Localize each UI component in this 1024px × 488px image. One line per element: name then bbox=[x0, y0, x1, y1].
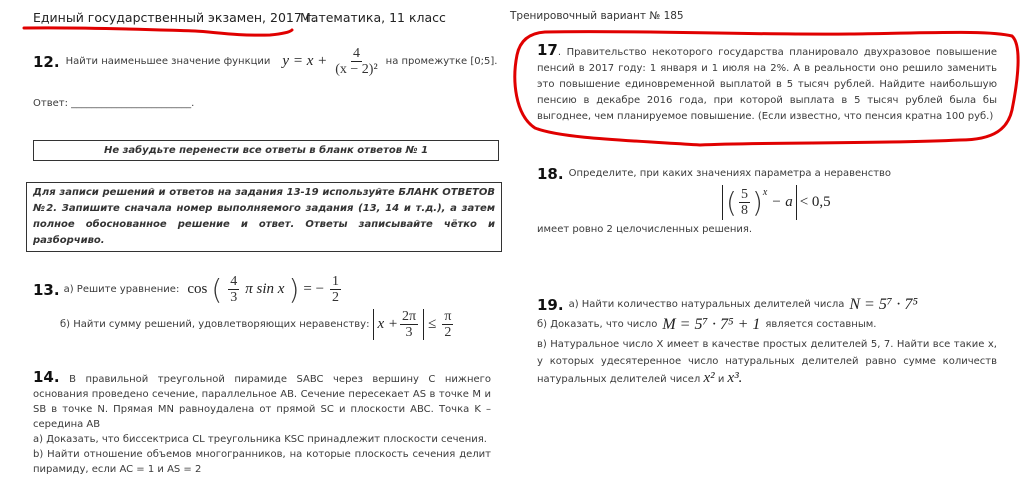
task-number: 14. bbox=[33, 368, 60, 386]
task-text: а) Решите уравнение: bbox=[63, 283, 180, 295]
formula-part: − a bbox=[771, 194, 793, 210]
right-paren: ) bbox=[751, 185, 763, 219]
fraction bbox=[330, 274, 341, 305]
task-18-heading bbox=[537, 165, 997, 183]
variant-label: Тренировочный вариант № 185 bbox=[510, 10, 684, 22]
answer-line: ________________________. bbox=[71, 98, 195, 109]
numerator: π bbox=[444, 309, 452, 324]
formula-lhs: y = x + bbox=[282, 53, 328, 69]
task-13 bbox=[33, 274, 455, 340]
numerator: 1 bbox=[332, 274, 340, 289]
formula: x³. bbox=[727, 370, 743, 386]
denominator: (x − 2)² bbox=[335, 62, 378, 77]
task-17 bbox=[537, 42, 997, 125]
numerator: 4 bbox=[230, 274, 238, 289]
formula-rhs: < 0,5 bbox=[799, 194, 831, 210]
task-text: Определите, при каких значениях параметра a неравенство bbox=[568, 168, 892, 179]
denominator: 2 bbox=[332, 290, 340, 305]
task-19b bbox=[537, 316, 997, 334]
task-18 bbox=[537, 165, 997, 238]
formula: x² bbox=[703, 370, 715, 386]
task-text: В правильной треугольной пирамиде SABC через вершину C нижнего основания проведено сечение, параллельное AB. Сечение пересекает AS в точке M и SB в точке N. Прямая MN равноудалена от прямой SC и плоскости ABC. Точка K – середина AB bbox=[33, 374, 492, 430]
task-text: а) Найти количество натуральных делителей числа bbox=[568, 299, 845, 310]
task-text: б) Найти сумму решений, удовлетворяющих неравенству: bbox=[60, 318, 370, 330]
task-text-after: на промежутке [0;5]. bbox=[385, 55, 498, 67]
task-18-formula bbox=[722, 185, 997, 220]
exam-title: Единый государственный экзамен, 2017 г. bbox=[33, 10, 317, 25]
formula: M = 5⁷ · 7⁵ + 1 bbox=[662, 316, 761, 333]
numerator: 4 bbox=[352, 46, 360, 61]
task-text: в) Натуральное число X имеет в качестве простых делителей 5, 7. Найти все такие x, у которых удесятеренное число натуральных делителей равно сумме количеств натуральных делителей чисел bbox=[537, 339, 997, 385]
task-number: 19. bbox=[537, 296, 564, 314]
task-14-main bbox=[33, 370, 491, 432]
fraction bbox=[335, 46, 377, 77]
exponent: x bbox=[762, 187, 768, 198]
red-underline bbox=[24, 28, 292, 35]
denominator: 3 bbox=[230, 290, 238, 305]
task-19a bbox=[537, 296, 997, 314]
subject-label: Математика, 11 класс bbox=[300, 10, 446, 25]
equals: = − bbox=[303, 281, 325, 297]
task-text-after: является составным. bbox=[765, 319, 877, 330]
task-text: . Правительство некоторого государства планировало двухразовое повышение пенсий в 2017 году: 1 января и 1 июля на 2%. А в реальности оно решило заменить это повышение единовременной выплатой в 5 тысяч рублей. Найдите наибольшую пенсию в декабре 2016 года, при которой выплата в 5 тысяч рублей была бы выгоднее, чем планируемое повышение. (Если известно, что пенсия кратна 100 руб.) bbox=[537, 47, 997, 122]
notice-answer-form: Для записи решений и ответов на задания 13-19 используйте БЛАНК ОТВЕТОВ №2. Запишите сначала номер выполняемого задания (13, 14 и т.д.), а затем полное обоснованное решение и ответ. Ответы записывайте чётко и разборчиво. bbox=[26, 182, 502, 252]
task-number: 13. bbox=[33, 280, 60, 299]
task-text: б) Доказать, что число bbox=[537, 319, 658, 330]
task-19 bbox=[537, 296, 997, 388]
task-number: 17 bbox=[537, 41, 558, 59]
task-number: 18. bbox=[537, 165, 564, 183]
denominator: 3 bbox=[405, 325, 413, 340]
conjunction: и bbox=[717, 374, 725, 385]
task-13a bbox=[33, 274, 455, 305]
formula-part: x + bbox=[377, 316, 398, 332]
answer-label: Ответ: bbox=[33, 98, 68, 109]
task-13b bbox=[60, 309, 455, 340]
formula: N = 5⁷ · 7⁵ bbox=[849, 296, 918, 313]
denominator: 8 bbox=[740, 203, 748, 218]
task-18-after: имеет ровно 2 целочисленных решения. bbox=[537, 224, 753, 235]
task-14b: b) Найти отношение объемов многогранников, на которые плоскость сечения делит пирамиду, если AC = 1 и AS = 2 bbox=[33, 449, 491, 475]
formula-part: π sin x bbox=[245, 281, 285, 297]
task-14 bbox=[33, 370, 491, 477]
left-paren: ( bbox=[726, 185, 737, 219]
task-19c bbox=[537, 336, 997, 388]
answer-field[interactable] bbox=[33, 96, 194, 112]
notice-transfer-answers: Не забудьте перенести все ответы в бланк ответов № 1 bbox=[33, 140, 499, 161]
fraction bbox=[442, 309, 453, 340]
fraction bbox=[228, 274, 239, 305]
cos: cos bbox=[187, 281, 208, 297]
fraction bbox=[400, 309, 418, 340]
absolute-value bbox=[373, 309, 424, 340]
fraction bbox=[739, 187, 750, 218]
numerator: 5 bbox=[740, 187, 748, 202]
left-paren: ( bbox=[211, 272, 223, 306]
le-sign: ≤ bbox=[428, 316, 437, 332]
right-paren: ) bbox=[288, 272, 300, 306]
numerator: 2π bbox=[402, 309, 417, 324]
task-12 bbox=[33, 46, 497, 77]
task-number: 12. bbox=[33, 52, 60, 71]
denominator: 2 bbox=[444, 325, 452, 340]
task-text: Найти наименьшее значение функции bbox=[65, 55, 271, 67]
task-14a: а) Доказать, что биссектриса CL треугольника KSC принадлежит плоскости сечения. bbox=[33, 434, 487, 445]
absolute-value bbox=[722, 185, 797, 220]
